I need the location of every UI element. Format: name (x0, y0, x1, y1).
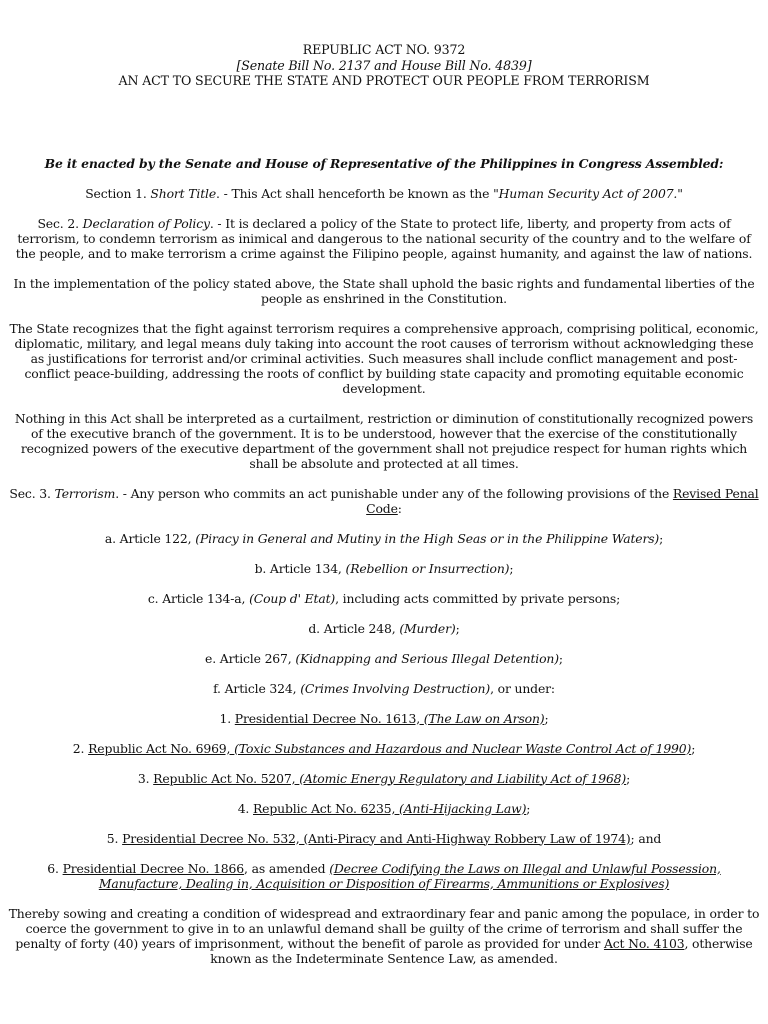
law-link[interactable]: Republic Act No. 6235, (Anti-Hijacking Law) (253, 800, 527, 816)
act-title: AN ACT TO SECURE THE STATE AND PROTECT OUR PEOPLE FROM TERRORISM (118, 73, 650, 88)
section-1: Section 1. Short Title. - This Act shall henceforth be known as the "Human Security Act of 2007." (85, 185, 683, 201)
law-link[interactable]: Republic Act No. 5207, (Atomic Energy Regulatory and Liability Act of 1968) (153, 770, 627, 786)
section-2-paragraph-4: Nothing in this Act shall be interpreted as a curtailment, restriction or diminution of constitutionally recognized powers of the executive branch of the government. It is to be understood, however that the exercise of the constitutionally recognized powers of the executive department of the government shall not prejudice respect for human rights which shall be absolute and protected at all times. (14, 410, 754, 471)
law-link[interactable]: Presidential Decree No. 532, (Anti-Piracy and Anti-Highway Robbery Law of 1974) (122, 830, 631, 846)
law-link[interactable]: Republic Act No. 6969, (Toxic Substances and Hazardous and Nuclear Waste Control Act of 1990) (88, 740, 692, 756)
article-item: a. Article 122, (Piracy in General and Mutiny in the High Seas or in the Philippine Waters); (104, 530, 664, 546)
document-header (8, 42, 760, 89)
article-item: e. Article 267, (Kidnapping and Serious Illegal Detention); (205, 650, 563, 666)
act-4103-link[interactable]: Act No. 4103 (603, 935, 685, 951)
law-link[interactable]: Presidential Decree No. 1866 (62, 860, 245, 876)
section-2-paragraph-3: The State recognizes that the fight against terrorism requires a comprehensive approach, comprising political, economic, diplomatic, military, and legal means duly taking into account the root causes of terrorism without acknowledging these as justifications for terrorist and/or criminal activities. Such measures shall include conflict management and post-conflict peace-building, addressing the roots of conflict by building state capacity and promoting equitable economic development. (9, 320, 759, 396)
law-item: 2. Republic Act No. 6969, (Toxic Substances and Hazardous and Nuclear Waste Control Act of 1990); (72, 740, 696, 756)
revised-penal-code-link[interactable]: Revised Penal Code (366, 485, 759, 516)
article-item: b. Article 134, (Rebellion or Insurrection); (254, 560, 514, 576)
closing-paragraph: Thereby sowing and creating a condition of widespread and extraordinary fear and panic among the populace, in order to coerce the government to give in to an unlawful demand shall be guilty of the crime of terrorism and shall suffer the penalty of forty (40) years of imprisonment, without the benefit of parole as provided for under Act No. 4103, otherwise known as the Indeterminate Sentence Law, as amended. (8, 905, 760, 966)
section-2: Sec. 2. Declaration of Policy. - It is declared a policy of the State to protect life, liberty, and property from acts of terrorism, to condemn terrorism as inimical and dangerous to the national security of the country and to the welfare of the people, and to make terrorism a crime against the Filipino people, against humanity, and against the law of nations. (15, 215, 753, 261)
article-item: d. Article 248, (Murder); (308, 620, 460, 636)
law-title-link[interactable]: (Decree Codifying the Laws on Illegal and Unlawful Possession, Manufacture, Dealing in, Acquisition or Disposition of Firearms, Ammunitions or Explosives) (98, 860, 721, 891)
law-item: 4. Republic Act No. 6235, (Anti-Hijacking Law); (237, 800, 531, 816)
article-item: f. Article 324, (Crimes Involving Destruction), or under: (213, 680, 555, 696)
law-item: 1. Presidential Decree No. 1613, (The Law on Arson); (219, 710, 549, 726)
section-2-paragraph-2: In the implementation of the policy stated above, the State shall uphold the basic rights and fundamental liberties of the people as enshrined in the Constitution. (13, 275, 755, 306)
law-item: 6. Presidential Decree No. 1866, as amended (Decree Codifying the Laws on Illegal and Unlawful Possession, Manufacture, Dealing in, Acquisition or Disposition of Firearms, Ammunitions or Explosives) (47, 860, 721, 891)
section-3: Sec. 3. Terrorism. - Any person who commits an act punishable under any of the following provisions of the Revised Penal Code: (9, 485, 759, 516)
law-item: 5. Presidential Decree No. 532, (Anti-Piracy and Anti-Highway Robbery Law of 1974); and (106, 830, 662, 846)
law-item: 3. Republic Act No. 5207, (Atomic Energy Regulatory and Liability Act of 1968); (137, 770, 631, 786)
article-item: c. Article 134-a, (Coup d' Etat), including acts committed by private persons; (147, 590, 621, 606)
act-number: REPUBLIC ACT NO. 9372 (302, 42, 466, 57)
bill-numbers: [Senate Bill No. 2137 and House Bill No. 4839] (236, 57, 532, 73)
law-link[interactable]: Presidential Decree No. 1613, (The Law on Arson) (234, 710, 545, 726)
enacting-clause: Be it enacted by the Senate and House of Representative of the Philippines in Congress Assembled: (44, 155, 724, 171)
